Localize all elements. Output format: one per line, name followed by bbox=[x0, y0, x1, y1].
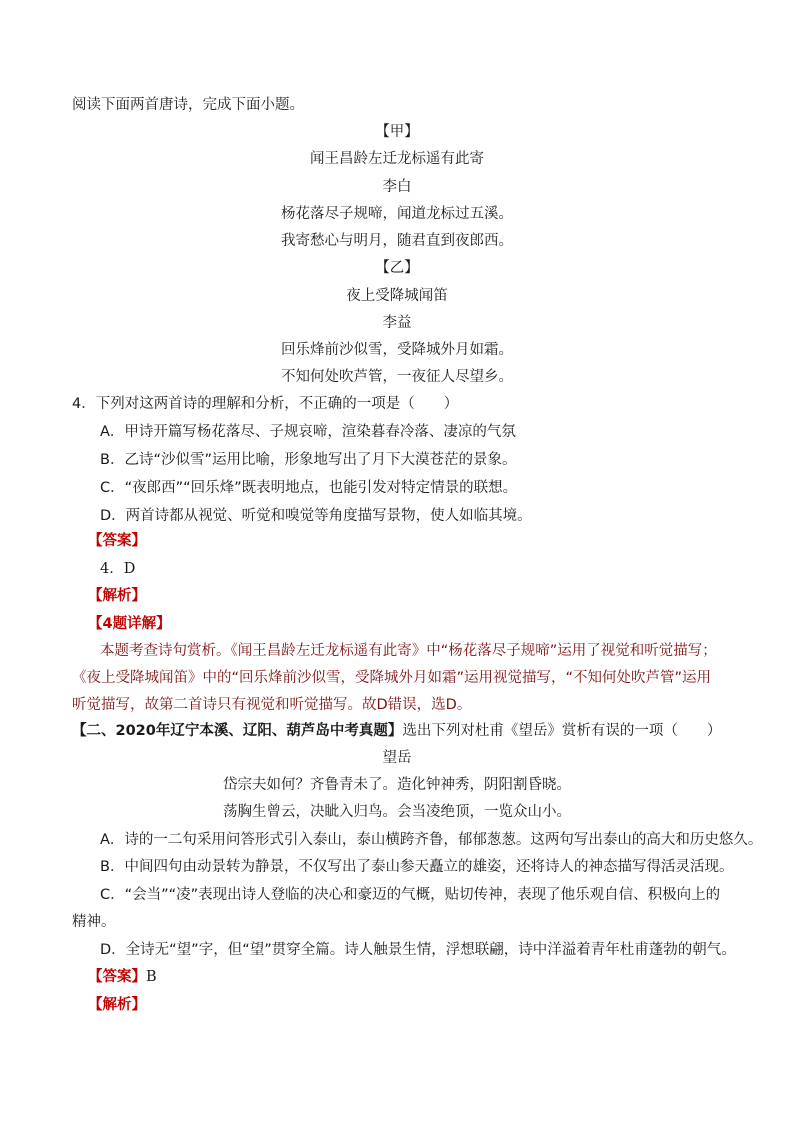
poem-b-author: 李益 bbox=[382, 315, 412, 331]
poem-c-line: 岱宗夫如何？齐鲁青未了。造化钟神秀，阴阳割昏晓。 bbox=[223, 777, 571, 793]
question-2-option-c: C．“会当”“凌”表现出诗人登临的决心和豪迈的气概，贴切传神，表现了他乐观自信、积极向上的 bbox=[100, 887, 721, 903]
answer-text: 4．D bbox=[100, 561, 136, 577]
poem-c-title: 望岳 bbox=[382, 750, 412, 766]
intro-text: 阅读下面两首唐诗，完成下面小题。 bbox=[72, 97, 304, 113]
poem-b-line: 回乐烽前沙似雪，受降城外月如霜。 bbox=[281, 342, 513, 358]
question-2-option-d: D．全诗无“望”字，但“望”贯穿全篇。诗人触景生情，浮想联翩，诗中洋溢着青年杜甫蓬勃的朝气。 bbox=[100, 942, 736, 958]
poem-b-marker: 【乙】 bbox=[375, 260, 419, 276]
question-2-option-b: B．中间四句由动景转为静景，不仅写出了泰山参天矗立的雄姿，还将诗人的神态描写得活灵活现。 bbox=[100, 859, 734, 875]
answer-2 bbox=[88, 967, 157, 987]
poem-a-line: 杨花落尽子规啼，闻道龙标过五溪。 bbox=[281, 206, 513, 222]
answer-tag: 【答案】 bbox=[88, 533, 146, 549]
question-2-option-c-cont: 精神。 bbox=[72, 914, 116, 930]
question-2-heading: 【二、2020年辽宁本溪、辽阳、葫芦岛中考真题】 bbox=[72, 723, 403, 739]
poem-a-marker: 【甲】 bbox=[375, 124, 419, 140]
detail-text: 《夜上受降城闻笛》中的“回乐烽前沙似雪，受降城外月如霜”运用视觉描写，“不知何处吹芦管”运用 bbox=[72, 670, 712, 686]
poem-a-line: 我寄愁心与明月，随君直到夜郎西。 bbox=[281, 233, 513, 249]
poem-c-line: 荡胸生曾云，决眦入归鸟。会当凌绝顶，一览众山小。 bbox=[223, 804, 571, 820]
poem-a-title: 闻王昌龄左迁龙标遥有此寄 bbox=[310, 151, 484, 167]
question-4-option-a: A．甲诗开篇写杨花落尽、子规哀啼，渲染暮春冷落、凄凉的气氛 bbox=[100, 424, 516, 440]
poem-b-line: 不知何处吹芦管，一夜征人尽望乡。 bbox=[281, 369, 513, 385]
analysis-tag: 【解析】 bbox=[88, 588, 146, 604]
question-4-option-b: B．乙诗“沙似雪”运用比喻，形象地写出了月下大漠苍茫的景象。 bbox=[100, 452, 517, 468]
detail-tag: 【4题详解】 bbox=[88, 616, 171, 632]
question-2-option-a: A．诗的一二句采用问答形式引入泰山，泰山横跨齐鲁，郁郁葱葱。这两句写出泰山的高大和历史悠久。 bbox=[100, 832, 763, 848]
question-4-stem: 4．下列对这两首诗的理解和分析，不正确的一项是（ ） bbox=[72, 396, 459, 412]
analysis-2-tag: 【解析】 bbox=[88, 997, 146, 1013]
question-4-option-c: C．“夜郎西”“回乐烽”既表明地点，也能引发对特定情景的联想。 bbox=[100, 480, 518, 496]
poem-b-title: 夜上受降城闻笛 bbox=[346, 288, 448, 304]
detail-text: 本题考查诗句赏析。《闻王昌龄左迁龙标遥有此寄》中“杨花落尽子规啼”运用了视觉和听觉描写； bbox=[100, 643, 717, 659]
question-4-option-d: D．两首诗都从视觉、听觉和嗅觉等角度描写景物，使人如临其境。 bbox=[100, 508, 532, 524]
detail-text: 听觉描写，故第二首诗只有视觉和听觉描写。故D错误，选D。 bbox=[72, 697, 472, 713]
question-2-header bbox=[72, 721, 721, 741]
answer-2-text: B bbox=[146, 969, 157, 985]
question-2-stem: 选出下列对杜甫《望岳》赏析有误的一项（ ） bbox=[402, 723, 722, 739]
answer-2-tag: 【答案】 bbox=[88, 969, 146, 985]
poem-a-author: 李白 bbox=[382, 179, 412, 195]
